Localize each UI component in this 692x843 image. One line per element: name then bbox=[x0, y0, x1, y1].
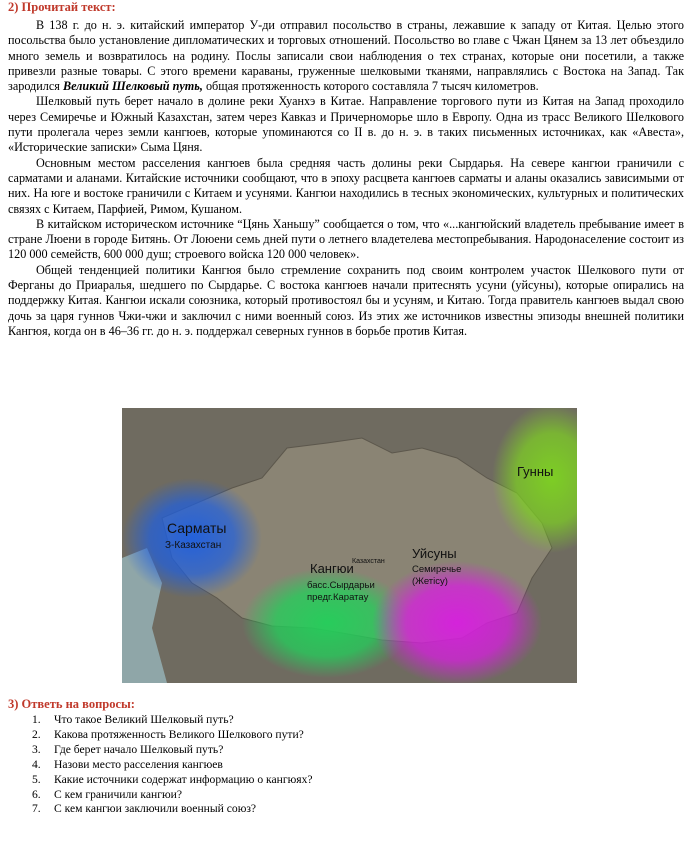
question-text: С кем граничили кангюи? bbox=[54, 787, 182, 801]
question-number: 2. bbox=[32, 727, 41, 741]
map-label-uysuny: Уйсуны bbox=[412, 546, 457, 561]
uysuny-region bbox=[372, 561, 542, 683]
map-label-gunny: Гунны bbox=[517, 464, 554, 479]
map-label-kangyui: Кангюи bbox=[310, 561, 354, 576]
question-number: 1. bbox=[32, 713, 41, 726]
section-2-heading: 2) Прочитай текст: bbox=[8, 0, 116, 14]
question-text: Назови место расселения кангюев bbox=[54, 757, 223, 771]
question-item bbox=[32, 758, 313, 773]
paragraph-1 bbox=[8, 18, 684, 94]
map-label-uysuny-sub1: Семиречье bbox=[412, 564, 462, 575]
question-item bbox=[32, 773, 313, 788]
question-text: С кем кангюи заключили военный союз? bbox=[54, 802, 257, 816]
reading-text bbox=[8, 18, 684, 339]
paragraph-5: Общей тенденцией политики Кангюя было стремление сохранить под своим контролем участок Шелкового пути от Ферганы до Приаралья, шедшего по Сырдарье. С востока кангюев начали притеснять усуни (уйсуны), которые опирались на поддержку Китая. Кангюи искали союзника, который противостоял бы и усуням, и Китаю. Тогда правитель кангюев выдал свою дочь за царя гуннов Чжи-чжи и заключил с ними военный союз. Из этих же источников известны эпизоды внешней политики Кангюя, когда он в 46–36 гг. до н. э. поддержал северных гуннов в борьбе против Китая. bbox=[8, 262, 684, 338]
question-text: Где берет начало Шелковый путь? bbox=[54, 742, 224, 756]
section-3-heading: 3) Ответь на вопросы: bbox=[8, 697, 135, 711]
question-item bbox=[32, 728, 313, 743]
map-label-sarmaty-sub: З-Казахстан bbox=[165, 540, 222, 551]
map-label-sarmaty: Сарматы bbox=[167, 520, 227, 536]
question-text: Какие источники содержат информацию о кангюях? bbox=[54, 772, 313, 786]
map-label-center: Казахстан bbox=[352, 558, 385, 565]
tribes-map bbox=[122, 408, 577, 683]
map-label-kangyui-sub2: предг.Каратау bbox=[307, 592, 369, 603]
question-item bbox=[32, 802, 313, 817]
map-label-uysuny-sub2: (Жетісу) bbox=[412, 576, 448, 587]
sarmaty-region bbox=[122, 478, 262, 598]
paragraph-1-start: В 138 г. до н. э. китайский император У-ди отправил посольство в страны, лежавшие к западу от Китая. Целью этого посольства было установление дипломатических и торговых отношений. Посольство во главе с Чжан Цянем за 13 лет объездило много земель и возвратилось на родину. Послы записали свои наблюдения о тех странах, которые они посетили, а также привезли разные товары. С этого времени караваны, груженные шелковыми тканями, направлялись с Востока на Запад. Так зародился bbox=[8, 18, 684, 94]
question-number: 6. bbox=[32, 787, 41, 801]
paragraph-4: В китайском историческом источнике “Цянь Ханьшу” сообщается о том, что «...кангюйский владетель пребывание имеет в стране Люени в городе Битянь. От Лоюени семь дней пути о летнего владетелева местопребывания. Народонаселение состоит из 120 000 семейств, 600 000 душ; строевого войска 120 000 человек». bbox=[8, 216, 684, 262]
question-number: 3. bbox=[32, 742, 41, 756]
question-item bbox=[32, 713, 313, 728]
paragraph-1-end: общая протяженность которого составляла 7 тысяч километров. bbox=[202, 79, 539, 94]
question-item bbox=[32, 788, 313, 803]
paragraph-3: Основным местом расселения кангюев была средняя часть долины реки Сырдарья. На севере кангюи граничили с сарматами и аланами. Китайские источники сообщают, что в эпоху расцвета кангюев сарматы и аланы оказались зависимыми от них. На юге и востоке граничили с Китаем и усунями. Кангюи находились в тесных экономических, культурных и политических связях с Китаем, Парфией, Римом, Кушаном. bbox=[8, 155, 684, 216]
question-text: Какова протяженность Великого Шелкового пути? bbox=[54, 727, 304, 741]
question-number: 5. bbox=[32, 772, 41, 786]
paragraph-2: Шелковый путь берет начало в долине реки Хуанхэ в Китае. Направление торгового пути из Китая на Запад проходило через Семиречье и Южный Казахстан, затем через Кавказ и Причерноморье шло в Европу. Одна из трасс Великого Шелкового пути пролегала через земли кангюев, которые упоминаются со II в. до н. э. в таких письменных источниках, как «Авеста», «Исторические записки» Сыма Цяня. bbox=[8, 94, 684, 155]
question-text: Что такое Великий Шелковый путь? bbox=[54, 713, 234, 726]
question-item bbox=[32, 743, 313, 758]
questions-list bbox=[32, 713, 313, 817]
question-number: 4. bbox=[32, 757, 41, 771]
question-number: 7. bbox=[32, 802, 41, 816]
map-label-kangyui-sub1: басс.Сырдарьи bbox=[307, 580, 375, 591]
silk-road-term: Великий Шелковый путь, bbox=[62, 79, 203, 94]
